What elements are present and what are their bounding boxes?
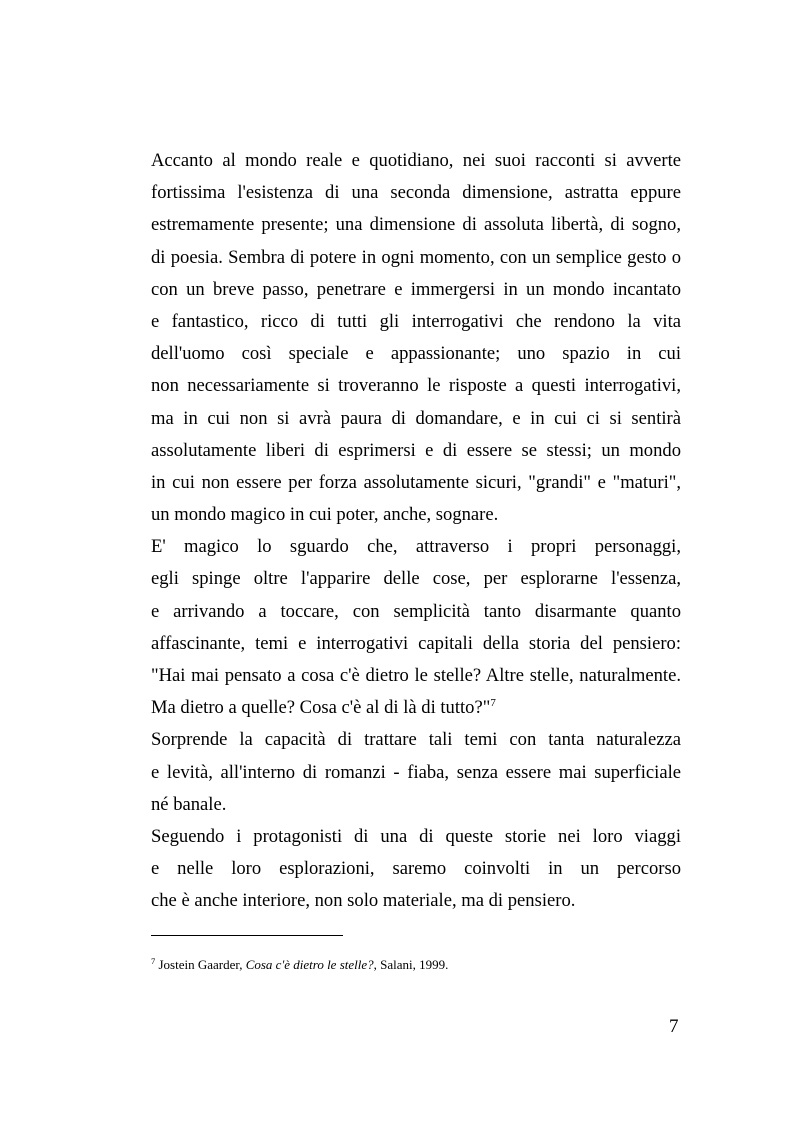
text-line: e arrivando a toccare, con semplicità tanto disarmante quanto: [151, 600, 681, 622]
text-line: né banale.: [151, 793, 227, 815]
text-line: e levità, all'interno di romanzi - fiaba, senza essere mai superficiale: [151, 761, 681, 783]
paragraph-3: [151, 724, 681, 821]
footnote-author: Jostein Gaarder,: [158, 957, 243, 972]
text-line: dell'uomo così speciale e appassionante; uno spazio in cui: [151, 343, 681, 365]
quote-text: Ma dietro a quelle? Cosa c'è al di là di tutto?": [151, 697, 491, 719]
text-line: con un breve passo, penetrare e immergersi in un mondo incantato: [151, 278, 681, 300]
page-body: [151, 145, 681, 918]
paragraph-2: [151, 531, 681, 724]
paragraph-4: [151, 821, 681, 918]
text-line: un mondo magico in cui poter, anche, sognare.: [151, 504, 499, 526]
text-line: Seguendo i protagonisti di una di queste storie nei loro viaggi: [151, 825, 681, 847]
text-line: "Hai mai pensato a cosa c'è dietro le stelle? Altre stelle, naturalmente.: [151, 665, 681, 686]
text-line: affascinante, temi e interrogativi capitali della storia del pensiero:: [151, 632, 681, 654]
text-line: in cui non essere per forza assolutamente sicuri, "grandi" e "maturi",: [151, 471, 681, 493]
text-line: E' magico lo sguardo che, attraverso i propri personaggi,: [151, 536, 681, 558]
text-line: assolutamente liberi di esprimersi e di essere se stessi; un mondo: [151, 439, 681, 461]
footnote-reference: 7: [490, 697, 496, 710]
text-line-with-footnote: [151, 692, 681, 724]
footnote: [151, 957, 448, 973]
text-line: non necessariamente si troveranno le risposte a questi interrogativi,: [151, 375, 681, 397]
text-line: e fantastico, ricco di tutti gli interrogativi che rendono la vita: [151, 310, 681, 332]
footnote-publisher: , Salani, 1999.: [373, 957, 449, 972]
footnote-number: 7: [151, 956, 156, 966]
footnote-title: Cosa c'è dietro le stelle?: [245, 957, 374, 972]
text-line: Accanto al mondo reale e quotidiano, nei suoi racconti si avverte: [151, 150, 681, 171]
footnote-separator: [151, 935, 343, 936]
text-line: di poesia. Sembra di potere in ogni momento, con un semplice gesto o: [151, 246, 681, 268]
text-line: fortissima l'esistenza di una seconda dimensione, astratta eppure: [151, 182, 681, 204]
text-line: ma in cui non si avrà paura di domandare, e in cui ci si sentirà: [151, 407, 681, 429]
text-line: e nelle loro esplorazioni, saremo coinvolti in un percorso: [151, 858, 681, 880]
text-line: Sorprende la capacità di trattare tali temi con tanta naturalezza: [151, 729, 681, 751]
text-line: che è anche interiore, non solo materiale, ma di pensiero.: [151, 890, 576, 912]
page-number: 7: [669, 1016, 679, 1037]
text-line: egli spinge oltre l'apparire delle cose, per esplorarne l'essenza,: [151, 568, 681, 590]
paragraph-1: [151, 145, 681, 531]
text-line: estremamente presente; una dimensione di assoluta libertà, di sogno,: [151, 214, 681, 236]
